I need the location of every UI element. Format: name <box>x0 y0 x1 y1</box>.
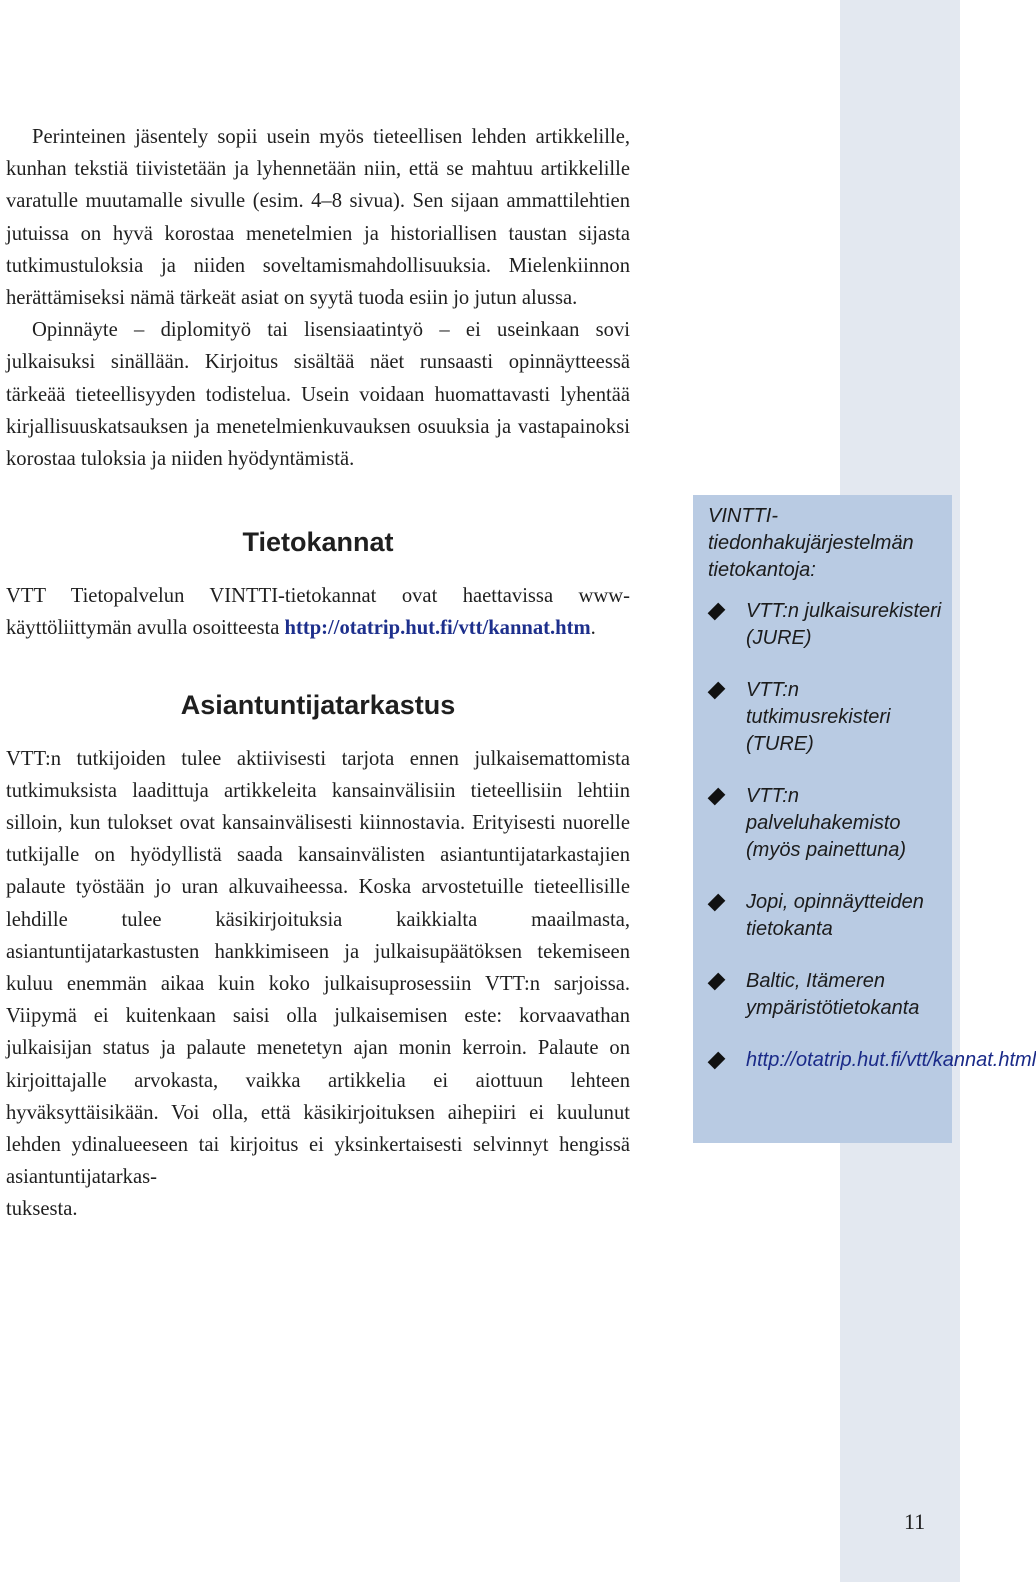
database-label: Jopi, opinnäytteiden tietokanta <box>746 891 924 940</box>
database-list-item <box>708 968 942 1022</box>
database-label: VTT:n tutkimusrekisteri (TURE) <box>746 679 891 755</box>
diamond-bullet-icon <box>708 682 726 700</box>
database-list-item <box>708 677 942 758</box>
database-url-link[interactable]: http://otatrip.hut.fi/vtt/kannat.html <box>746 1049 1036 1071</box>
intro-paragraph: Perinteinen jäsentely sopii usein myös tieteellisen lehden artikkelille, kunhan tekstiä tiivistetään ja lyhennetään niin, että se mahtuu artikkelille varatulle muutamalle sivulle (esim. 4–8 sivua). Sen sijaan ammattilehtien jutuissa on hyvä korostaa menetelmien ja historiallisen taustan sijasta tutkimustuloksia ja niiden soveltamismahdollisuuksia. Mielenkiinnon herättämiseksi nämä tärkeät asiat on syytä tuoda esiin jo jutun alussa. <box>6 126 630 310</box>
database-list <box>708 598 1036 1074</box>
diamond-bullet-icon <box>708 1052 726 1070</box>
section-heading-review: Asiantuntijatarkastus <box>180 689 456 720</box>
database-list-item <box>708 889 942 943</box>
review-paragraph <box>6 743 630 1226</box>
sidebox-title: VINTTI-tiedonhakujärjestelmän tietokantoja: <box>708 505 914 581</box>
databases-paragraph <box>6 580 630 644</box>
diamond-bullet-icon <box>708 973 726 991</box>
databases-link-suffix: . <box>590 617 596 640</box>
databases-text: VTT Tietopalvelun VINTTI-tietokannat ovat haettavissa www-käyttöliittymän avulla osoitteesta <box>6 585 630 640</box>
diamond-bullet-icon <box>708 894 726 912</box>
database-sidebox <box>693 495 1036 1143</box>
review-text: VTT:n tutkijoiden tulee aktiivisesti tarjota ennen julkaisemattomista tutkimuksista laadittuja artikkeleita kansainvälisiin tieteellisiin lehtiin silloin, kun tulokset ovat kansainvälisesti kiinnostavia. Erityisesti nuorelle tutkijalle on hyödyllistä saada kansainvälisten asiantuntijatarkastajien palaute työstään jo uran alkuvaiheessa. Koska arvostetuille tieteellisille lehdille tulee käsikirjoituksia kaikkialta maailmasta, asiantuntijatarkastusten hankkimiseen ja julkaisupäätöksen tekemiseen kuluu enemmän aikaa kuin koko julkaisuprosessiin VTT:n sarjoissa. Viipymä ei kuitenkaan saisi olla julkaisemisen este: korvaavathan julkaisijan status ja palaute menetetyn ajan monin kerroin. Palaute on kirjoittajalle arvokasta, vaikka artikkelia ei aiottuun lehteen hyväksyttäisikään. Voi olla, että käsikirjoituksen aihepiiri ei kuulunut lehden ydinalueeseen tai kirjoitus ei yksinkertaisesti selvinnyt hengissä asiantuntijatarkas- <box>6 747 630 1189</box>
database-label: Baltic, Itämeren ympäristötietokanta <box>746 970 920 1019</box>
diamond-bullet-icon <box>708 788 726 806</box>
main-column <box>6 121 630 1226</box>
database-list-item <box>708 598 942 652</box>
thesis-paragraph: Opinnäyte – diplomityö tai lisensiaatintyö – ei useinkaan sovi julkaisuksi sinällään. Kirjoitus sisältää näet runsaasti opinnäytteessä tärkeää tieteellisyyden todistelua. Usein voidaan huomattavasti lyhentää kirjallisuuskatsauksen ja menetelmienkuvauksen osuuksia ja vastapainoksi korostaa tuloksia ja niiden hyödyntämistä. <box>6 319 630 471</box>
review-text-last-line: tuksesta. <box>6 1198 78 1221</box>
section-heading-databases: Tietokannat <box>242 527 394 558</box>
database-list-item <box>708 783 942 864</box>
database-link[interactable]: http://otatrip.hut.fi/vtt/kannat.htm <box>284 617 591 640</box>
database-list-item-link[interactable] <box>708 1047 1036 1074</box>
database-label: VTT:n julkaisurekisteri (JURE) <box>746 600 942 649</box>
page-number: 11 <box>904 1509 926 1534</box>
database-label: VTT:n palveluhakemisto (myös painettuna) <box>746 785 907 861</box>
diamond-bullet-icon <box>708 603 726 621</box>
